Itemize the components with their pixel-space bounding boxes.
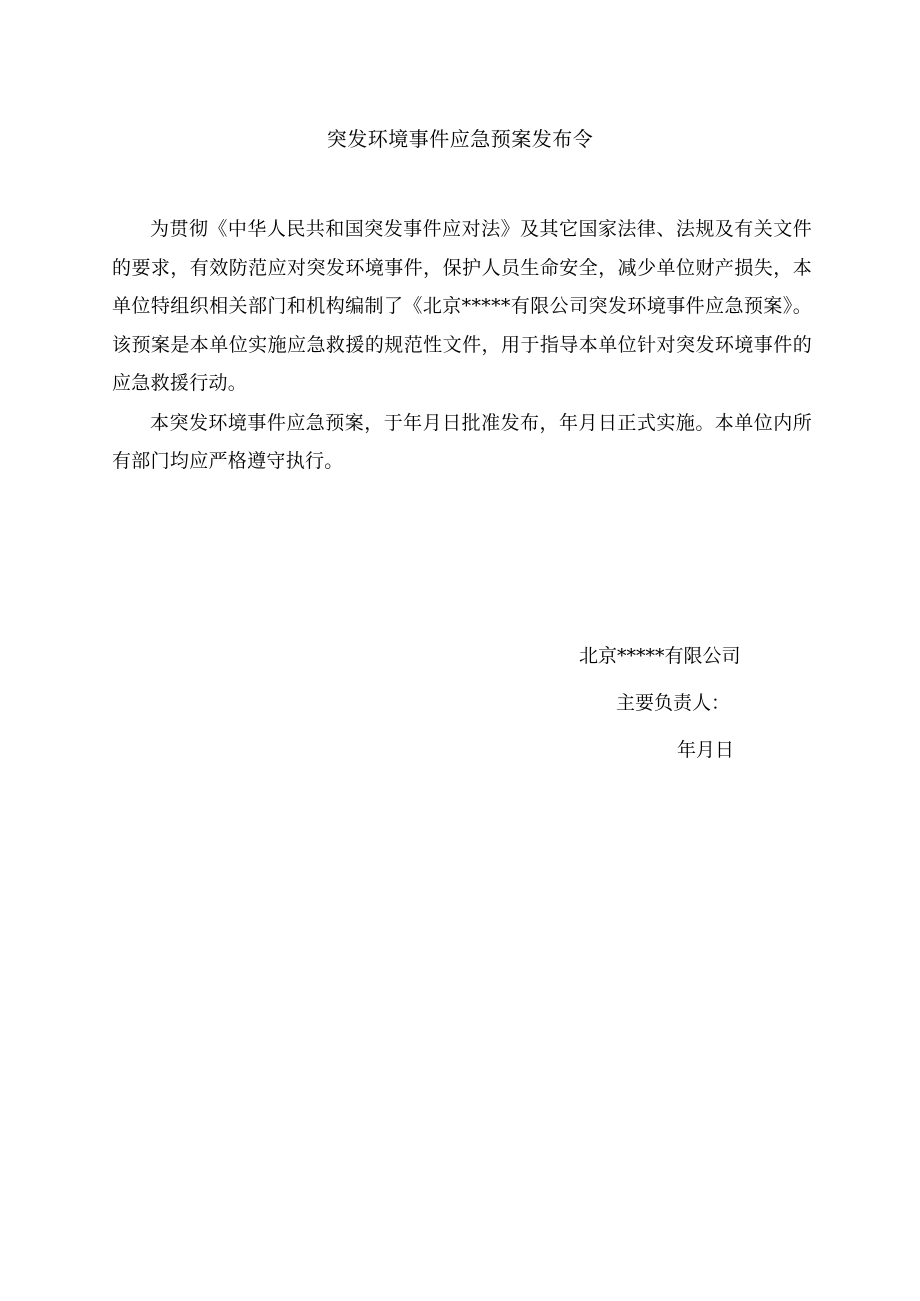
body-paragraph-2: 本突发环境事件应急预案，于年月日批准发布，年月日正式实施。本单位内所有部门均应严格遵守执行。 <box>112 411 812 472</box>
document-title: 突发环境事件应急预案发布令 <box>326 127 594 151</box>
signature-responsible-person: 主要负责人： <box>616 692 731 714</box>
body-paragraph-1: 为贯彻《中华人民共和国突发事件应对法》及其它国家法律、法规及有关文件的要求，有效防范应对突发环境事件，保护人员生命安全，减少单位财产损失，本单位特组织相关部门和机构编制了《北京*****有限公司突发环境事件应急预案》。该预案是本单位实施应急救援的规范性文件，用于指导本单位针对突发环境事件的应急救援行动。 <box>112 218 812 394</box>
signature-company: 北京*****有限公司 <box>579 645 741 667</box>
document-body <box>112 210 812 481</box>
signature-date: 年月日 <box>677 739 735 761</box>
